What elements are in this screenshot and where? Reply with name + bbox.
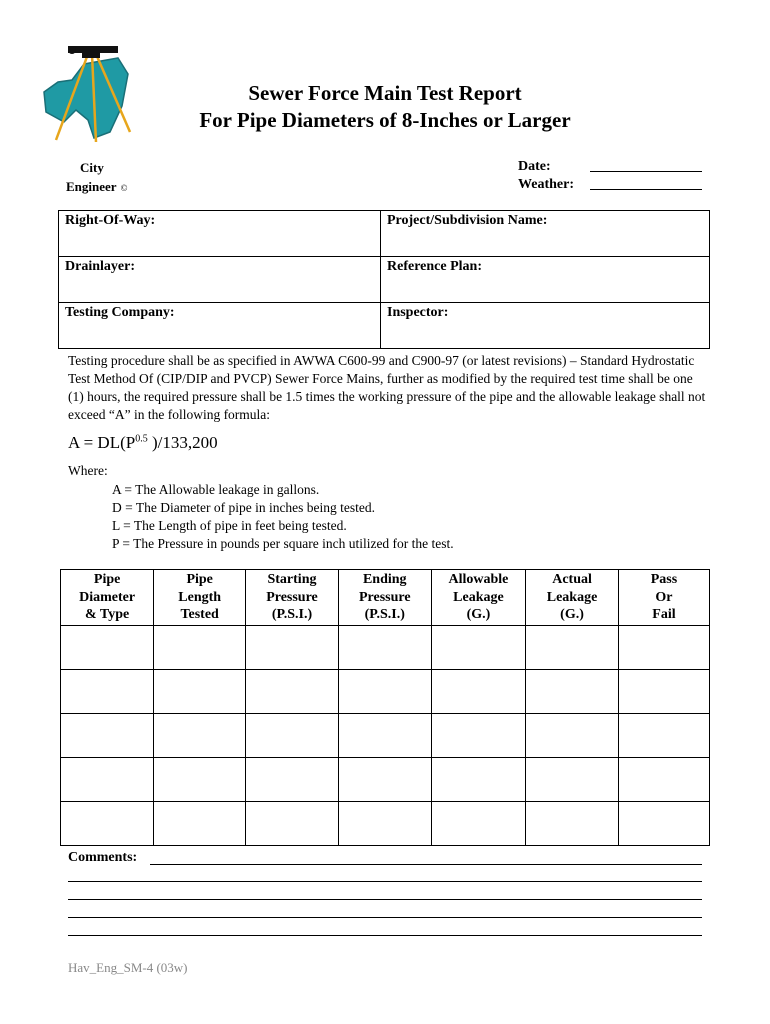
table-cell[interactable] [246, 669, 339, 713]
table-row [61, 669, 710, 713]
column-header [338, 570, 431, 626]
table-cell[interactable] [246, 757, 339, 801]
comments-line-4[interactable] [68, 917, 702, 918]
column-header-line: Ending [362, 572, 407, 587]
formula-definitions [112, 481, 454, 553]
leakage-formula [68, 433, 218, 453]
table-cell[interactable] [61, 713, 154, 757]
column-header-line: Starting [267, 572, 317, 587]
column-header-line: Allowable [448, 572, 509, 587]
column-header-line: Leakage [453, 589, 504, 605]
reference-plan-label: Reference Plan: [387, 259, 482, 274]
column-header-line: Pass [650, 572, 678, 587]
procedure-paragraph: Testing procedure shall be as specified in AWWA C600-99 and C900-97 (or latest revisions) – Standard Hydrostatic Test Method Of (CIP/DIP and PVCP) Sewer Force Mains, further as modified by the required test time shall be one (1) hours, the required pressure shall be 1.5 times the working pressure of the pipe and the allowable leakage shall not exceed “A” in the following formula: [68, 353, 706, 422]
formula-end: )/133,200 [147, 433, 218, 452]
table-cell[interactable] [618, 625, 709, 669]
comments-label: Comments: [68, 850, 138, 865]
table-cell[interactable] [431, 669, 526, 713]
table-cell[interactable] [154, 801, 246, 845]
table-cell[interactable] [618, 801, 709, 845]
column-header [618, 570, 709, 626]
table-cell[interactable] [526, 625, 619, 669]
comments-line-2[interactable] [68, 881, 702, 882]
column-header [61, 570, 154, 626]
formula-main: A = DL(P [68, 433, 136, 452]
column-header-line: (G.) [466, 607, 491, 622]
date-field[interactable] [590, 171, 702, 172]
right-of-way-field[interactable] [59, 211, 381, 257]
column-header [246, 570, 339, 626]
comments-line-1[interactable] [150, 864, 702, 865]
comments-line-5[interactable] [68, 935, 702, 936]
column-header-line: Pipe [186, 572, 213, 587]
copyright-mark: © [120, 183, 128, 193]
table-cell[interactable] [526, 801, 619, 845]
column-header-line: Actual [552, 572, 592, 587]
column-header-line: (G.) [560, 607, 584, 622]
table-cell[interactable] [61, 801, 154, 845]
definition-a: A = The Allowable leakage in gallons. [112, 482, 320, 497]
column-header-line: Diameter [79, 589, 136, 605]
title-line-1: Sewer Force Main Test Report [248, 81, 522, 105]
table-cell[interactable] [526, 713, 619, 757]
column-header-line: & Type [85, 607, 130, 622]
city-engineer-logo [36, 40, 146, 150]
logo-caption-engineer [66, 179, 127, 195]
right-of-way-label: Right-Of-Way: [65, 213, 156, 228]
reference-plan-field[interactable] [381, 257, 710, 303]
table-cell[interactable] [338, 669, 431, 713]
testing-company-field[interactable] [59, 303, 381, 349]
table-cell[interactable] [618, 669, 709, 713]
inspector-label: Inspector: [387, 305, 449, 320]
table-row [61, 625, 710, 669]
column-header-line: Length [178, 589, 222, 605]
column-header-line: Tested [180, 607, 219, 622]
table-cell[interactable] [431, 625, 526, 669]
column-header [526, 570, 619, 626]
column-header-line: Pipe [93, 572, 121, 587]
testing-company-label: Testing Company: [65, 305, 175, 320]
logo-caption-city: City [80, 160, 104, 175]
column-header [431, 570, 526, 626]
logo-caption-engineer-text: Engineer [66, 179, 117, 194]
column-header-line: Fail [652, 607, 676, 622]
weather-label: Weather: [518, 177, 574, 192]
table-cell[interactable] [618, 757, 709, 801]
table-cell[interactable] [431, 757, 526, 801]
title-line-2: For Pipe Diameters of 8-Inches or Larger [199, 108, 571, 132]
table-cell[interactable] [526, 757, 619, 801]
inspector-field[interactable] [381, 303, 710, 349]
project-info-table [58, 210, 710, 349]
column-header-line: (P.S.I.) [271, 607, 313, 622]
comments-line-3[interactable] [68, 899, 702, 900]
drainlayer-field[interactable] [59, 257, 381, 303]
table-row [61, 801, 710, 845]
table-cell[interactable] [618, 713, 709, 757]
where-label: Where: [68, 463, 108, 478]
table-cell[interactable] [526, 669, 619, 713]
table-cell[interactable] [246, 625, 339, 669]
date-label: Date: [518, 159, 551, 174]
column-header-line: Leakage [546, 589, 598, 605]
table-cell[interactable] [338, 625, 431, 669]
definition-d: D = The Diameter of pipe in inches being tested. [112, 500, 376, 515]
weather-field[interactable] [590, 189, 702, 190]
table-cell[interactable] [431, 801, 526, 845]
definition-p: P = The Pressure in pounds per square inch utilized for the test. [112, 536, 454, 551]
table-cell[interactable] [154, 669, 246, 713]
project-name-field[interactable] [381, 211, 710, 257]
table-cell[interactable] [61, 669, 154, 713]
column-header-line: Or [655, 589, 673, 605]
project-name-label: Project/Subdivision Name: [387, 213, 548, 228]
column-header-line: Pressure [358, 589, 411, 605]
table-cell[interactable] [338, 713, 431, 757]
table-cell[interactable] [154, 713, 246, 757]
table-cell[interactable] [431, 713, 526, 757]
test-results-table [60, 569, 710, 846]
table-cell[interactable] [154, 625, 246, 669]
column-header-line: Pressure [266, 589, 318, 605]
table-cell[interactable] [246, 713, 339, 757]
column-header [154, 570, 246, 626]
table-row [61, 757, 710, 801]
table-cell[interactable] [338, 757, 431, 801]
table-cell[interactable] [61, 625, 154, 669]
form-code: Hav_Eng_SM-4 (03w) [68, 960, 188, 975]
table-cell[interactable] [154, 757, 246, 801]
table-cell[interactable] [61, 757, 154, 801]
table-cell[interactable] [338, 801, 431, 845]
definition-l: L = The Length of pipe in feet being tested. [112, 518, 347, 533]
report-title [150, 80, 620, 134]
table-row [61, 713, 710, 757]
table-cell[interactable] [246, 801, 339, 845]
drainlayer-label: Drainlayer: [65, 259, 135, 274]
formula-exponent: 0.5 [135, 433, 148, 445]
column-header-line: (P.S.I.) [364, 607, 405, 622]
